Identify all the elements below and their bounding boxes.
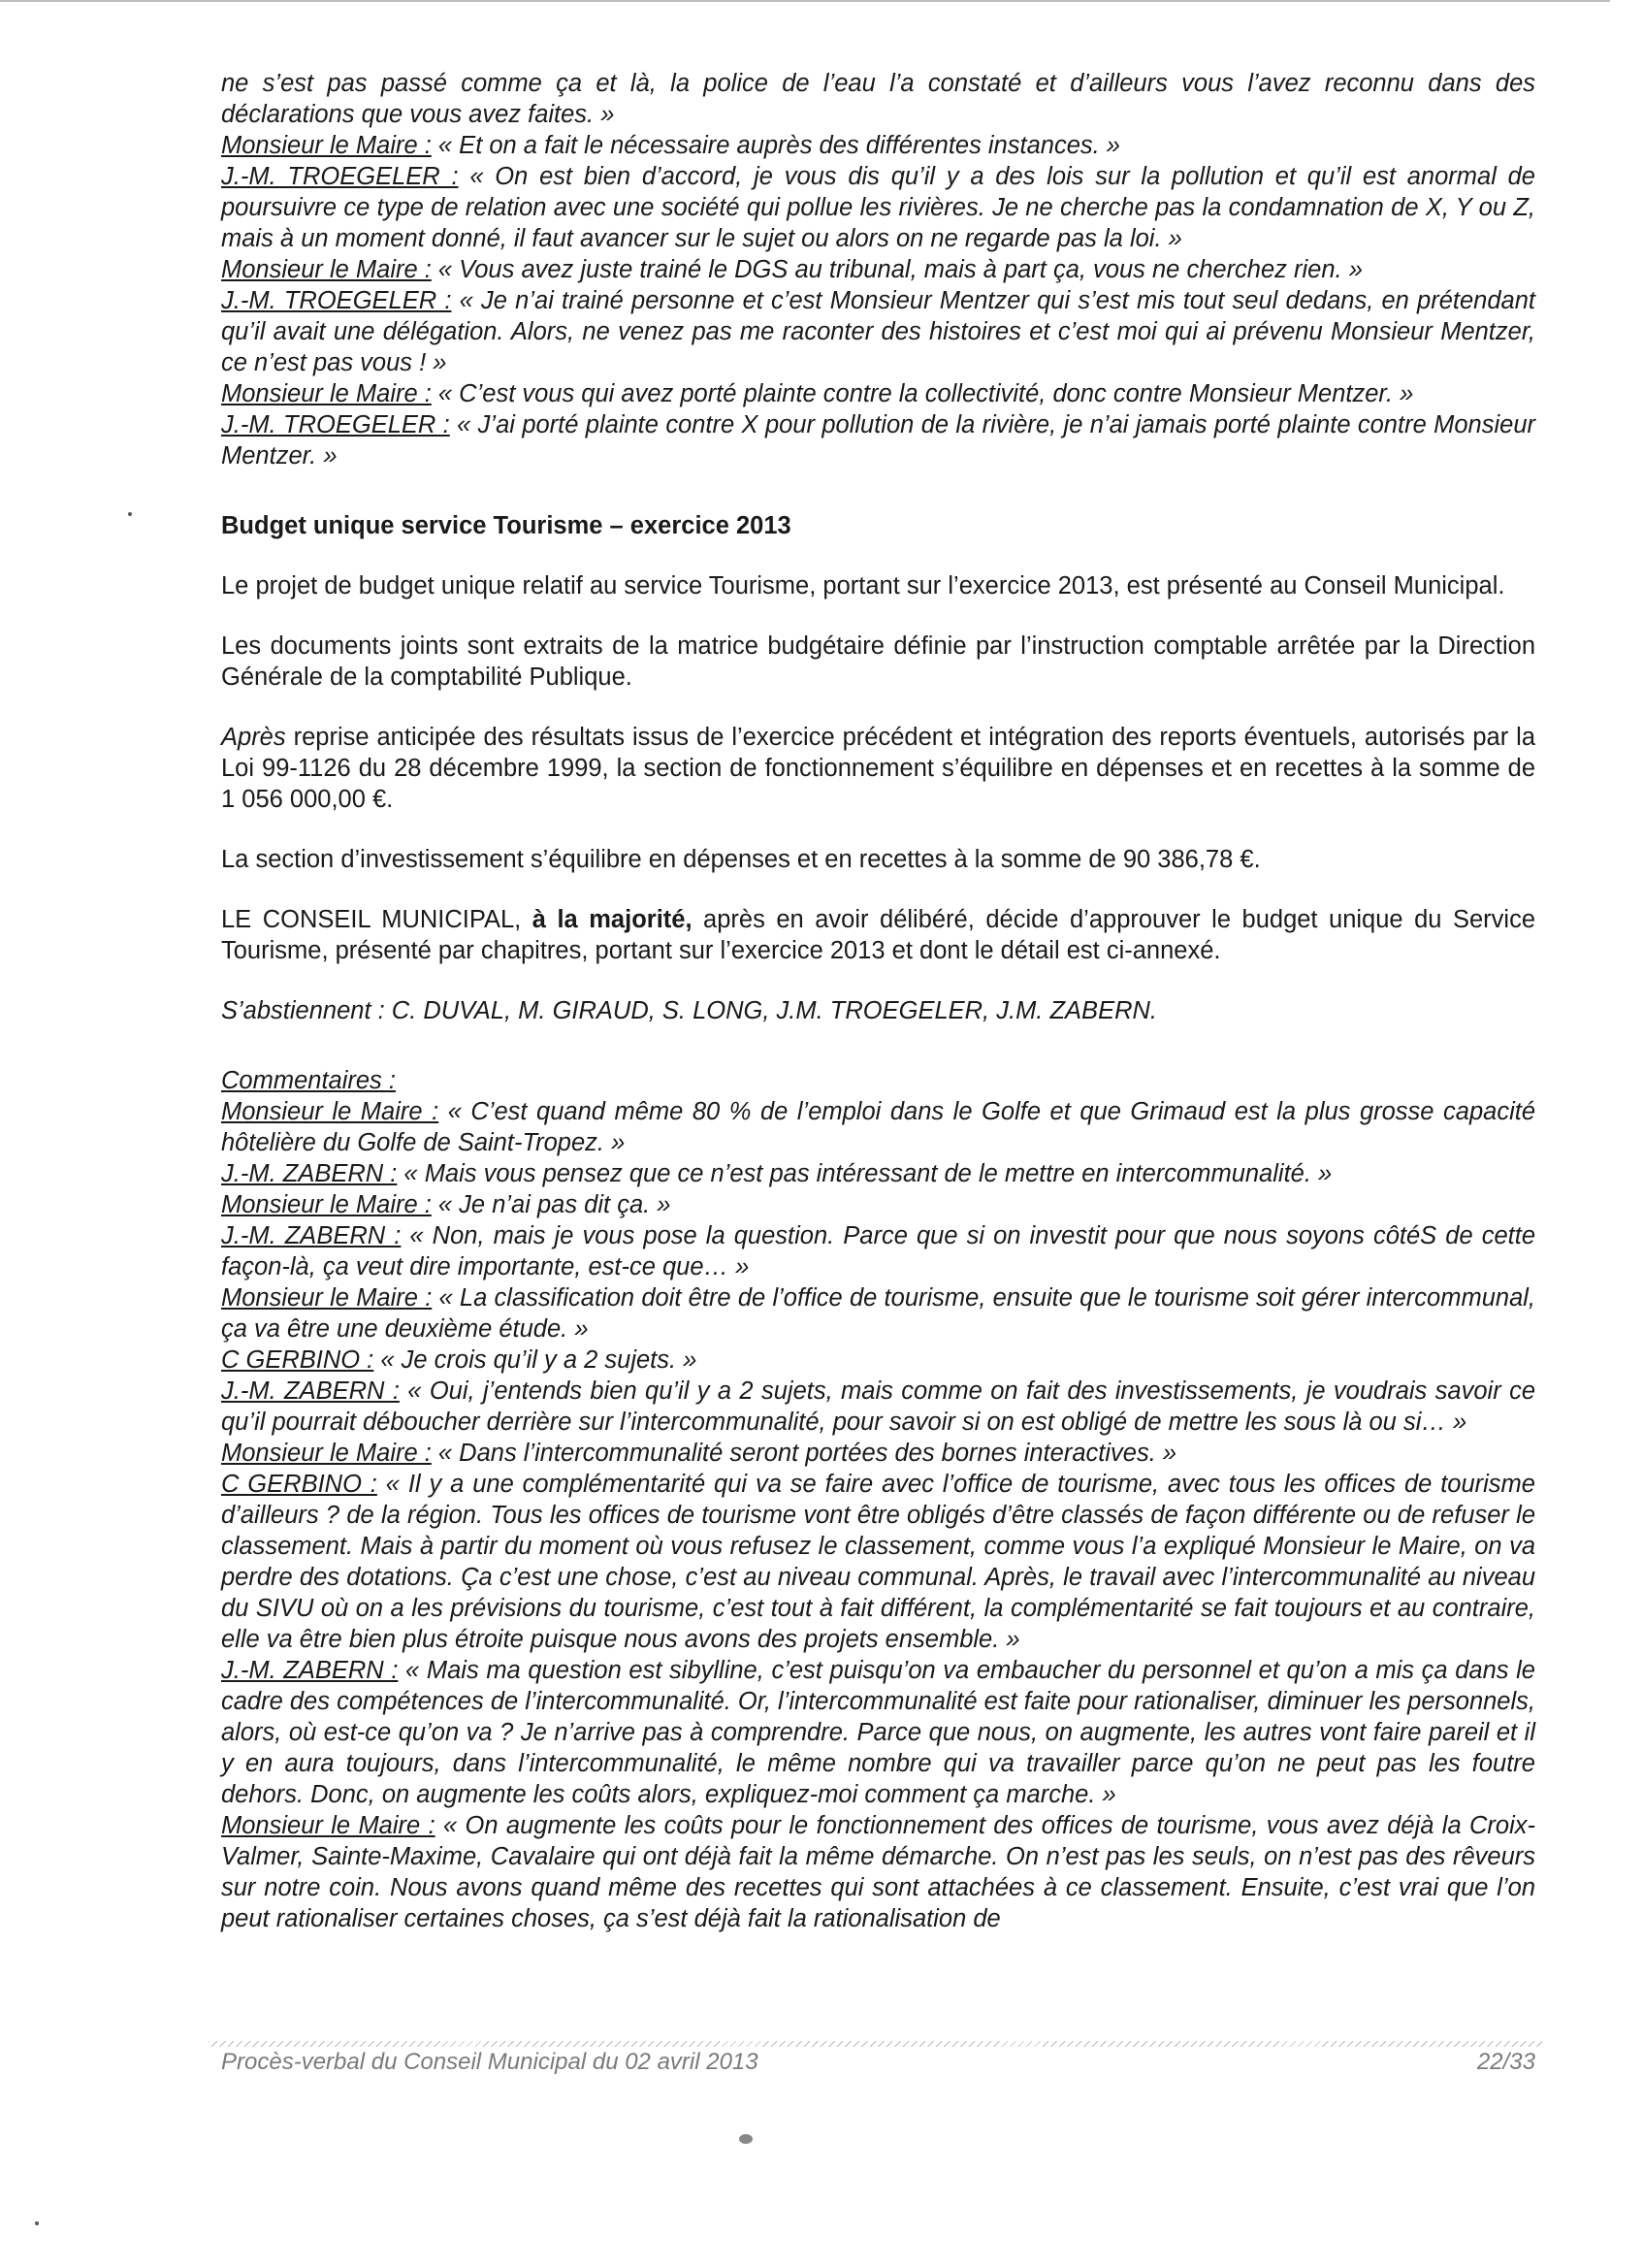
- scan-speck: [128, 512, 132, 516]
- speaker-name: J.-M. TROEGELER :: [221, 163, 459, 190]
- decision-text: après en avoir délibéré, décide d’approuver le budget unique du Service Tourisme, présenté par chapitres, portant sur l’exercice 2013 et dont le détail est ci-annexé.: [221, 906, 1536, 964]
- footer-divider: [209, 2041, 1542, 2047]
- speech-text: « C’est vous qui avez porté plainte contre la collectivité, donc contre Monsieur Mentzer. »: [431, 380, 1414, 407]
- dialogue-entry: [221, 161, 1535, 254]
- speech-text: « Je n’ai trainé personne et c’est Monsieur Mentzer qui s’est mis tout seul dedans, en prétendant qu’il avait une délégation. Alors, ne venez pas me raconter des histoires et c’est moi qui ai prévenu Monsieur Mentzer, ce n’est pas vous ! »: [221, 287, 1535, 376]
- paragraph-documents: Les documents joints sont extraits de la matrice budgétaire définie par l’instruction comptable arrêtée par la Direction Générale de la comptabilité Publique.: [221, 632, 1535, 691]
- dialogue-entry: [221, 1376, 1535, 1438]
- dialogue-entry: [221, 1345, 1535, 1376]
- speaker-name: Monsieur le Maire :: [221, 132, 432, 159]
- dialogue-entry: [221, 130, 1535, 161]
- dialogue-entry: [221, 1655, 1535, 1810]
- speech-text: « Non, mais je vous pose la question. Parce que si on investit pour que nous soyons côtéS de cette façon-là, ça veut dire importante, est-ce que… »: [221, 1222, 1536, 1280]
- speech-text: « Vous avez juste trainé le DGS au tribunal, mais à part ça, vous ne cherchez rien. »: [431, 256, 1363, 283]
- dialogue-entry: [221, 1469, 1535, 1655]
- decision-majority: à la majorité,: [532, 906, 693, 933]
- speech-text: « Je n’ai pas dit ça. »: [431, 1191, 671, 1218]
- dialogue-entry: [221, 409, 1535, 471]
- dialogue-entry: [221, 1158, 1535, 1189]
- paragraph-lead-word: Après: [221, 724, 286, 751]
- speaker-name: Monsieur le Maire :: [221, 1191, 432, 1218]
- dialogue-entry: [221, 1438, 1535, 1469]
- speaker-name: Monsieur le Maire :: [221, 1098, 439, 1125]
- page-number: 22/33: [1476, 2049, 1535, 2075]
- abstentions-line: S’abstiennent : C. DUVAL, M. GIRAUD, S. LONG, J.M. TROEGELER, J.M. ZABERN.: [221, 997, 1157, 1024]
- speech-text: « Dans l’intercommunalité seront portées des bornes interactives. »: [431, 1440, 1177, 1467]
- speech-text: « C’est quand même 80 % de l’emploi dans le Golfe et que Grimaud est la plus grosse capacité hôtelière du Golfe de Saint-Tropez. »: [221, 1098, 1535, 1156]
- paragraph-investissement: La section d’investissement s’équilibre en dépenses et en recettes à la somme de 90 386,78 €.: [221, 846, 1261, 873]
- speech-text: « J’ai porté plainte contre X pour pollution de la rivière, je n’ai jamais porté plainte contre Monsieur Mentzer. »: [221, 411, 1535, 470]
- dialogue-entry: [221, 1282, 1535, 1345]
- footer-title: Procès-verbal du Conseil Municipal du 02 avril 2013: [221, 2049, 758, 2075]
- dialogue-entry: [221, 1189, 1535, 1220]
- page-footer: [221, 2049, 1535, 2076]
- page-content: [221, 68, 1535, 1934]
- speaker-name: J.-M. TROEGELER :: [221, 411, 450, 438]
- dialogue-entry: [221, 1220, 1535, 1282]
- paragraph-decision: [221, 904, 1535, 966]
- speech-text: « On augmente les coûts pour le fonctionnement des offices de tourisme, vous avez déjà la Croix-Valmer, Sainte-Maxime, Cavalaire qui ont déjà fait la même démarche. On n’est pas les seuls, on n’est pas des rêveurs sur notre coin. Nous avons quand même des recettes qui sont attachées à ce classement. Ensuite, c’est vrai que l’on peut rationaliser certaines choses, ça s’est déjà fait la rationalisation de: [221, 1812, 1535, 1932]
- dialogue-block-2: [221, 1096, 1535, 1934]
- dialogue-entry: [221, 1096, 1535, 1158]
- paragraph-fonctionnement: [221, 722, 1535, 815]
- speaker-name: J.-M. ZABERN :: [221, 1377, 400, 1405]
- intro-paragraph: ne s’est pas passé comme ça et là, la police de l’eau l’a constaté et d’ailleurs vous l’avez reconnu dans des déclarations que vous avez faites. »: [221, 70, 1535, 128]
- speaker-name: J.-M. ZABERN :: [221, 1222, 402, 1249]
- speaker-name: Monsieur le Maire :: [221, 380, 432, 407]
- speech-text: « Mais vous pensez que ce n’est pas intéressant de le mettre en intercommunalité. »: [397, 1160, 1333, 1187]
- dialogue-entry: [221, 378, 1535, 409]
- dialogue-entry: [221, 285, 1535, 378]
- comments-label: Commentaires :: [221, 1067, 396, 1094]
- speaker-name: J.-M. TROEGELER :: [221, 287, 452, 314]
- speaker-name: J.-M. ZABERN :: [221, 1160, 398, 1187]
- speech-text: « Je crois qu’il y a 2 sujets. »: [373, 1346, 697, 1374]
- speech-text: « Oui, j’entends bien qu’il y a 2 sujets, mais comme on fait des investissements, je voudrais savoir ce qu’il pourrait déboucher derrière sur l’intercommunalité, pour savoir si on est obligé de mettre les sous là ou si… »: [221, 1377, 1535, 1436]
- speaker-name: C GERBINO :: [221, 1471, 377, 1498]
- dialogue-block-1: [221, 130, 1535, 471]
- speech-text: « On est bien d’accord, je vous dis qu’il y a des lois sur la pollution et qu’il est anormal de poursuivre ce type de relation avec une société qui pollue les rivières. Je ne cherche pas la condamnation de X, Y ou Z, mais à un moment donné, il faut avancer sur le sujet ou alors on ne regarde pas la loi. »: [221, 163, 1535, 252]
- speaker-name: Monsieur le Maire :: [221, 1440, 432, 1467]
- comments-heading: [221, 1065, 1535, 1096]
- section-title: Budget unique service Tourisme – exercice 2013: [221, 512, 791, 539]
- speaker-name: Monsieur le Maire :: [221, 1284, 433, 1312]
- speaker-name: Monsieur le Maire :: [221, 256, 432, 283]
- dialogue-entry: [221, 1810, 1535, 1934]
- speaker-name: J.-M. ZABERN :: [221, 1657, 399, 1684]
- speech-text: « La classification doit être de l’office de tourisme, ensuite que le tourisme soit gérer intercommunal, ça va être une deuxième étude. »: [221, 1284, 1535, 1343]
- scan-speck: [739, 2134, 753, 2144]
- paragraph-fonctionnement-text: reprise anticipée des résultats issus de l’exercice précédent et intégration des reports éventuels, autorisés par la Loi 99-1126 du 28 décembre 1999, la section de fonctionnement s’équilibre en dépenses et en recettes à la somme de 1 056 000,00 €.: [221, 724, 1535, 813]
- speaker-name: Monsieur le Maire :: [221, 1812, 435, 1839]
- decision-subject: LE CONSEIL MUNICIPAL,: [221, 906, 532, 933]
- speech-text: « Et on a fait le nécessaire auprès des différentes instances. »: [431, 132, 1120, 159]
- dialogue-entry: [221, 254, 1535, 285]
- scan-speck: [35, 2221, 39, 2225]
- speech-text: « Mais ma question est sibylline, c’est puisqu’on va embaucher du personnel et qu’on a mis ça dans le cadre des compétences de l’intercommunalité. Or, l’intercommunalité est faite pour rationaliser, diminuer les personnels, alors, où est-ce qu’on va ? Je n’arrive pas à comprendre. Parce que nous, on augmente, les autres vont faire pareil et il y en aura toujours, dans l’intercommunalité, le même nombre qui va travailler parce qu’on ne peut pas les foutre dehors. Donc, on augmente les coûts alors, expliquez-moi comment ça marche. »: [221, 1657, 1535, 1808]
- scan-edge-line: [0, 0, 1610, 2]
- paragraph-budget-intro: Le projet de budget unique relatif au service Tourisme, portant sur l’exercice 2013, est présenté au Conseil Municipal.: [221, 572, 1505, 599]
- speech-text: « Il y a une complémentarité qui va se faire avec l’office de tourisme, avec tous les offices de tourisme d’ailleurs ? de la région. Tous les offices de tourisme vont être obligés d’être classés de façon différente ou de refuser le classement. Mais à partir du moment où vous refusez le classement, comme vous l’a expliqué Monsieur le Maire, on va perdre des dotations. Ça c’est une chose, c’est au niveau communal. Après, le travail avec l’intercommunalité au niveau du SIVU où on a les prévisions du tourisme, c’est tout à fait différent, la complémentarité se fait toujours et au contraire, elle va être bien plus étroite puisque nous avons des projets ensemble. »: [221, 1471, 1535, 1653]
- speaker-name: C GERBINO :: [221, 1346, 374, 1374]
